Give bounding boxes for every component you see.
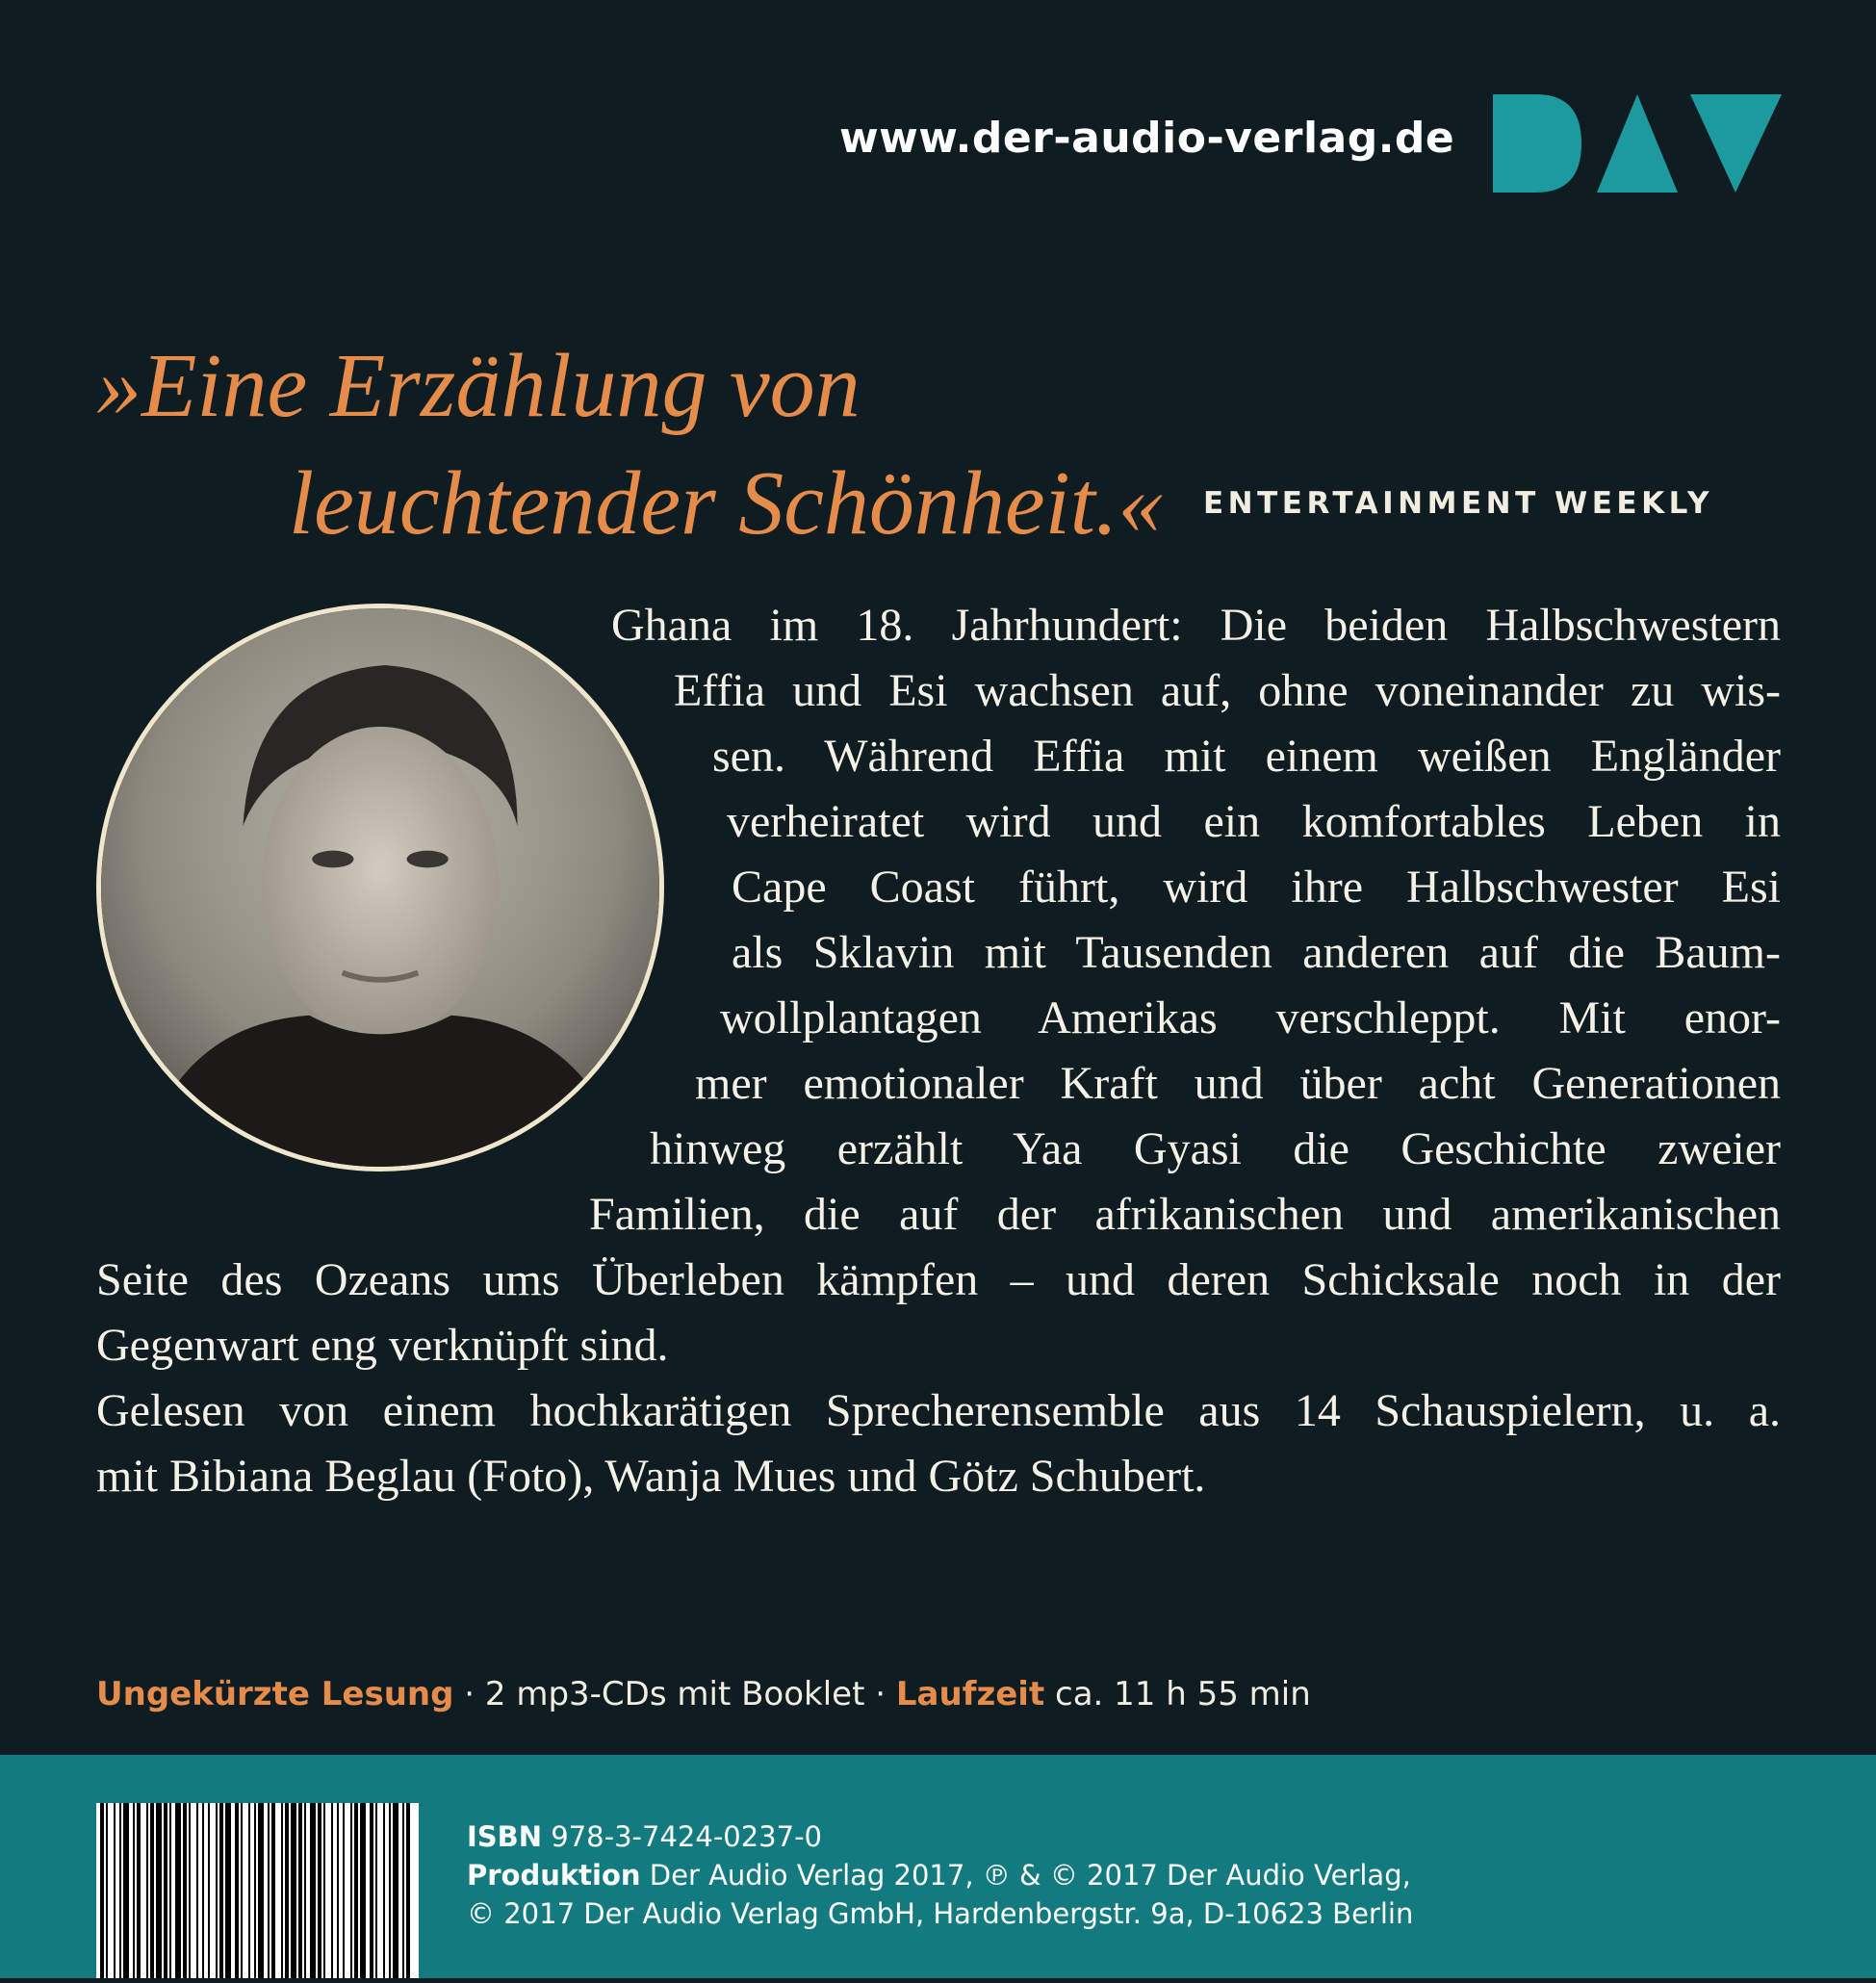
description-line: Ghana im 18. Jahrhundert: Die beiden Halbschwestern [611, 600, 1781, 651]
production-label: Produktion [467, 1859, 641, 1892]
description-line: sen. Während Effia mit einem weißen Engländer [712, 731, 1781, 782]
description-line: Effia und Esi wachsen auf, ohne voneinander zu wis- [674, 665, 1781, 716]
description-line: Seite des Ozeans ums Überleben kämpfen – und deren Schicksale noch in der [96, 1254, 1781, 1305]
review-quote [96, 327, 1163, 562]
logo-letter-d [1493, 94, 1581, 193]
description-line: Gelesen von einem hochkarätigen Sprecherensemble aus 14 Schauspielern, u. a. [96, 1385, 1781, 1436]
runtime-label: Laufzeit [895, 1675, 1045, 1713]
description-line: mit Bibiana Beglau (Foto), Wanja Mues und Götz Schubert. [96, 1451, 1206, 1502]
isbn-value: 978-3-7424-0237-0 [551, 1820, 822, 1853]
format-text: 2 mp3-CDs mit Booklet [484, 1675, 865, 1713]
copyright-row: © 2017 Der Audio Verlag GmbH, Hardenbergstr. 9a, D-10623 Berlin [467, 1897, 1414, 1930]
description-line: verheiratet wird und ein komfortables Leben in [727, 796, 1781, 847]
production-value: Der Audio Verlag 2017, ℗ & © 2017 Der Audio Verlag, [649, 1859, 1411, 1892]
description-line: hinweg erzählt Yaa Gyasi die Geschichte zweier [650, 1123, 1781, 1174]
quote-line-1: »Eine Erzählung von [96, 336, 861, 436]
legal-info [467, 1817, 1413, 1933]
isbn-label: ISBN [467, 1820, 543, 1853]
description-line: Cape Coast führt, wird ihre Halbschwester Esi [732, 862, 1781, 913]
separator: · [464, 1675, 475, 1713]
description [96, 593, 1781, 1509]
description-line: als Sklavin mit Tausenden anderen auf die Baum- [732, 927, 1781, 978]
runtime-value: ca. 11 h 55 min [1055, 1675, 1311, 1713]
description-line: mer emotionaler Kraft und über acht Generationen [695, 1058, 1781, 1109]
logo-letter-v [1690, 94, 1782, 193]
production-row [467, 1856, 1413, 1894]
edition-label: Ungekürzte Lesung [96, 1675, 454, 1713]
separator: · [875, 1675, 887, 1713]
logo-letter-a [1597, 94, 1678, 193]
description-line: Familien, die auf der afrikanischen und amerikanischen [589, 1189, 1781, 1240]
quote-line-2: leuchtender Schönheit.« [289, 453, 1164, 554]
product-info [96, 1675, 1311, 1713]
isbn-row [467, 1817, 1413, 1856]
description-line: Gegenwart eng verknüpft sind. [96, 1320, 669, 1371]
quote-source: ENTERTAINMENT WEEKLY [1203, 486, 1713, 521]
barcode [96, 1803, 419, 1978]
description-line: wollplantagen Amerikas verschleppt. Mit enor- [720, 992, 1781, 1043]
dav-logo [1493, 94, 1782, 193]
publisher-url[interactable]: www.der-audio-verlag.de [839, 114, 1455, 163]
